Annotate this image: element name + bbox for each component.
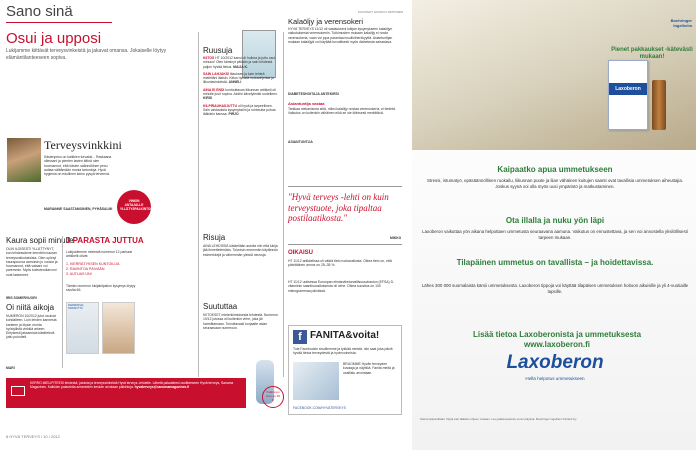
risuja-text: AINA LEHDISSÄ käsitellään asioita niin että lukija jää ihmettelemään. Toivoisin enemmän käytännön esimerkkejä ja vähemmän yleisiä neuvoja. (203, 244, 279, 257)
page-headline: Osui ja upposi (6, 30, 102, 47)
best-note: Tämän numeron lukijakilpailun kysymys löytyy sivulta 66. (66, 284, 136, 293)
quote-by: MIKKO (390, 236, 402, 240)
prize-badge: VINKIN ANTAJALLE YLLÄTYSPALKINTO! (117, 190, 151, 224)
asian-title: Asiantuntija vastaa (288, 101, 325, 106)
divider (288, 244, 402, 245)
ruusuja-item: AINA EI ENDI kuntouttavan liikunnan artikkeli oli minulle juuri sopiva. Aloitin kävelylenkit uudelleen. KIRSI (203, 87, 278, 101)
risuja-title: Risuja (203, 233, 226, 242)
facebook-icon: f (293, 330, 307, 344)
section-label: Sano sinä (6, 3, 73, 20)
best-item-3[interactable]: 3. AUTUAS UNI (66, 271, 92, 276)
logo-subtitle: Hellä helpotus ummetukseen (525, 376, 585, 381)
ad-para-2: Laxoberon vaikuttaa yön aikana helpottaen ummetusta seuraavana aamuna. Vaikutus on ennustettava, ja sen voi annostella yksilöllisesti tarpeen mukaan. (422, 229, 688, 240)
ad-heading-3: Tilapäinen ummetus on tavallista – ja hoidettavissa. (456, 258, 654, 267)
feedback-strip (6, 378, 246, 408)
product-image (293, 362, 339, 400)
laxoberon-logo: Laxoberon (506, 352, 604, 373)
avatar (7, 138, 41, 182)
column-text: Käsienpesu on kaikkien turvaksi... Raskaana ollessani ja pienten lasten äitinä olen huomannut, että käsien säännöllinen pesu auttaa välttämään monia tartuntoja. Hyvä hygienia on edullinen keino pysyä terveenä. (44, 155, 112, 177)
feedback-text: KERRO MIELIPITEESI lehdestä, jutuista ja terveysvinkeistä Hyvä terveys -lehdelle. Lähetä palautteesi osoitteeseen Hyvä terveys, Sanoma Magazines. Kaikkien palautetta antaneiden kesken arvotaan palkintoja. (30, 381, 234, 390)
kalaoljy-text: HYVÄ TERVEYS 11/12 oli vastaukseni lukijan kysymykseen kalaöljyn vaikutuksesta verensokeriin. Tutkimusten mukaan kalaöljy ei nosta verensokeria, vaan voi jopa parantaa insuliiniherkkyyttä. Asiantuntijan mukaan kalaöljyä voi käyttää turvallisesti myös diabetesta sairastava. (288, 27, 393, 44)
oikaisu-text-2: HT 11/12 uutisessa Euroopan elintarviketurvallisuusviraston (EFSA) D-vitamiinin saantisuosituksesta oli virhe. Oikea suositus on 100 mikrogrammaa päivässä. (288, 280, 395, 293)
ad-heading-4: Lisää tietoa Laxoberonista ja ummetuksesta www.laxoberon.fi (472, 330, 642, 349)
column-box (6, 138, 199, 214)
ad-fineprint: Natriumpikosulfaatti. Käytä vain lääkärin ohjeen mukaan. Lue pakkausseloste ennen käyttöä. Boehringer Ingelheim Finland Ky. (420, 417, 577, 421)
kaura-title: Kaura sopii minulle (6, 236, 74, 245)
laxoberon-ad (412, 0, 696, 450)
ruusuja-title: Ruusuja (203, 46, 233, 55)
facebook-box[interactable] (288, 325, 402, 415)
asian-by: ASIANTUNTIJA (288, 140, 313, 144)
osui-byline: MARI (6, 366, 15, 370)
divider (288, 186, 402, 187)
suututtaa-title: Suututtaa (203, 302, 238, 311)
brand-logo: Boehringer Ingelheim (670, 18, 692, 28)
facebook-title: FANITA&voita! (310, 330, 380, 341)
best-intro: Lukijoidemme mielestä numeron 12 parhaat artikkelit olivat: (66, 250, 132, 259)
mail-icon (11, 386, 25, 396)
ruusuja-list (203, 56, 279, 117)
column-byline: MARIANNE SAASTAMOINEN, PYHÄSALMI (44, 207, 113, 211)
ruusuja-item: KILPIRAUHASJUTTU oli hyvä ja tarpeellinen. Sain vastauksia kysymyksiini ja rohkeutta puhua lääkärin kanssa. PIRJO (203, 103, 276, 117)
divider (283, 32, 284, 377)
ad-para-1: Stressi, istumatyö, epäsäännöllinen ruokailu, liikunnan puute ja liian vähäinen kuitujen saanti ovat tavallisia ummetuksen aiheuttajia. Joskus syynä voi olla myös uusi ympäristö ja matkustaminen. (426, 178, 684, 189)
product-bottle (652, 80, 666, 130)
best-item-2[interactable]: 2. RAVINTOA PÄIVÄÄN (66, 266, 105, 271)
best-item-1[interactable]: 1. KIERRÄTYKSEN KUNTOILIJA (66, 262, 120, 266)
kaura-byline: IRIS SOMERVUORI (6, 296, 37, 300)
oikaisu-text-1: HT 11/12 artikkelissa oli väärä tieto ruokavaliosta. Oikea tieto on, että päivittäinen annos on 25–35 %. (288, 259, 392, 268)
price-badge: Palkinnon arvo on 45 € (262, 386, 284, 408)
pull-quote: "Hyvä terveys -lehti on kuin terveystuote, joka tipaltaa postilaatikosta." (288, 192, 389, 223)
asian-text: Tarkkaa mekanismia siitä, miksi kalaöljy nostaa verensokeria, ei tiedetä. Vaikutus on kuitenkin vähäinen eikä se ole kliinisesti merkittävä. (288, 107, 396, 116)
facebook-promo: BRUOMME Hyvän terveyden kuvaaja ja näyttöä. Fanita meitä ja osallistu arvontaan. (343, 362, 395, 375)
facebook-url[interactable]: FACEBOOK.COM/HYVATERVEYS (293, 406, 346, 410)
ad-heading-2: Ota illalla ja nuku yön läpi (505, 216, 605, 225)
header-rule (6, 22, 112, 23)
divider (62, 236, 63, 368)
osui-title: Oi niitä aikoja (6, 303, 55, 312)
ad-tagline: Pienet pakkaukset -kätevästi mukaan! (611, 47, 693, 60)
cover-thumb-1: KIERROKSIA, TERVEYTTÄ (66, 302, 99, 354)
kalaoljy-kicker: KOONNUT HUOKKO SIPPONEN (358, 10, 404, 14)
product-label: Laxoberon (609, 83, 647, 95)
feedback-email[interactable]: hyvaterveys@sanomamagazines.fi (134, 385, 190, 390)
ad-para-3: Lähes 300 000 suomalaista kärsii ummetuksesta. Laxoberon tippoja voi käyttää tilapäisen ummetuksen hoitoon aikuisille ja yli 4-vuotiaille lapsille. (421, 283, 689, 294)
kalaoljy-by: DIABETESHOITAJA ANTEKIRSI (288, 92, 339, 96)
product-box (608, 60, 648, 130)
best-title: 3 PARASTA JUTTUA (66, 236, 144, 245)
suututtaa-text: KIITOKSET mielenkiintoisesta lehdestä. Numeron 10/12 jutussa oli kuitenkin virhe, joka jäi harmittamaan. Toivottavasti korjaatte asian seuraavaan numeroon. (203, 313, 278, 330)
kaura-text: OLIN ILOISESTI YLLÄTTYNYT, kun lehdessänne kerrottiin kauran terveysvaikutuksista. Olen syönyt kaurapuuroa aamuisin jo vuosia ja huomannut, että vatsani voi paremmin. Myös kolesteroliarvoni ovat laskeneet. (6, 247, 58, 277)
ruusuja-item: SAIN LAHJAKSI tilauksen ja luen lehteä mielelläni iltaisin. Kiitos hyvistä ruokaohjeista ja liikuntavinkeistä. ANNELI (203, 71, 274, 85)
best-list (66, 262, 136, 276)
facebook-text: Tule Facebookin sivuillemme ja tykkää meistä, niin saat joka päivä hyvää tietoa terveydestä ja hyvinvoinnista. (293, 347, 393, 356)
osui-text: NUMERON 10/2012 jutut osuivat kohdalleen. Luin lehden kannesta kanteen ja löysin monta hyödyllistä vinkkiä arkeen. Erityisesti jaksamista käsittelevä juttu puhutteli. (6, 314, 57, 340)
page-footer: 8 HYVÄ TERVEYS / 10 / 2012 (6, 434, 60, 439)
ad-heading-1: Kaipaatko apua ummetukseen (497, 165, 613, 174)
kalaoljy-title: Kalaöljy ja verensokeri (288, 17, 364, 26)
ruusuja-item: KIITOS HT 10/2012 kansi oli huikea ja juttu osui minuun! Olen kärsinyt pitkään ja sain lehdestä paljon hyvää tietoa. MAIJA K. (203, 56, 276, 69)
column-title: Terveysvinkkini (44, 138, 122, 152)
divider (198, 32, 199, 377)
page-lead: Lukijamme kiittävät terveysvinkeistä ja jakavat omansa. Jokaiselle löytyy elämäntilanteeseen sopiva. (6, 48, 167, 61)
cover-thumb-2 (102, 302, 135, 354)
oikaisu-title: OIKAISU (288, 250, 314, 256)
